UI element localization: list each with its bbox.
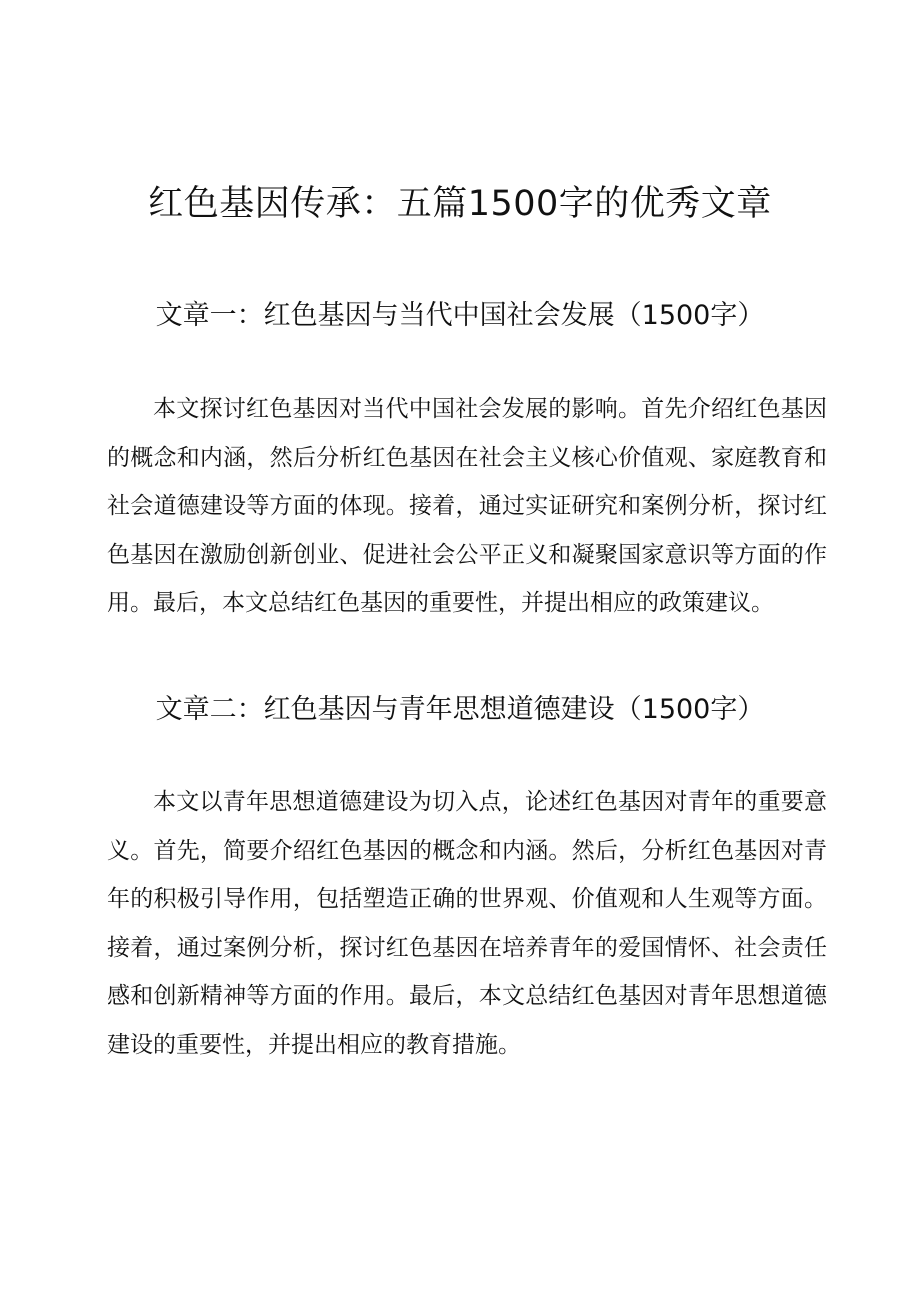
section-heading-1: 文章一：红色基因与当代中国社会发展（1500字） <box>155 300 765 331</box>
section-paragraph-1: 本文探讨红色基因对当代中国社会发展的影响。首先介绍红色基因的概念和内涵，然后分析红色基因在社会主义核心价值观、家庭教育和社会道德建设等方面的体现。接着，通过实证研究和案例分析，探讨红色基因在激励创新创业、促进社会公平正义和凝聚国家意识等方面的作用。最后，本文总结红色基因的重要性，并提出相应的政策建议。 <box>107 396 827 616</box>
section-heading-2: 文章二：红色基因与青年思想道德建设（1500字） <box>155 694 765 725</box>
document-title: 红色基因传承：五篇1500字的优秀文章 <box>148 184 772 224</box>
section-paragraph-2: 本文以青年思想道德建设为切入点，论述红色基因对青年的重要意义。首先，简要介绍红色基因的概念和内涵。然后，分析红色基因对青年的积极引导作用，包括塑造正确的世界观、价值观和人生观等方面。接着，通过案例分析，探讨红色基因在培养青年的爱国情怀、社会责任感和创新精神等方面的作用。最后，本文总结红色基因对青年思想道德建设的重要性，并提出相应的教育措施。 <box>107 789 827 1058</box>
